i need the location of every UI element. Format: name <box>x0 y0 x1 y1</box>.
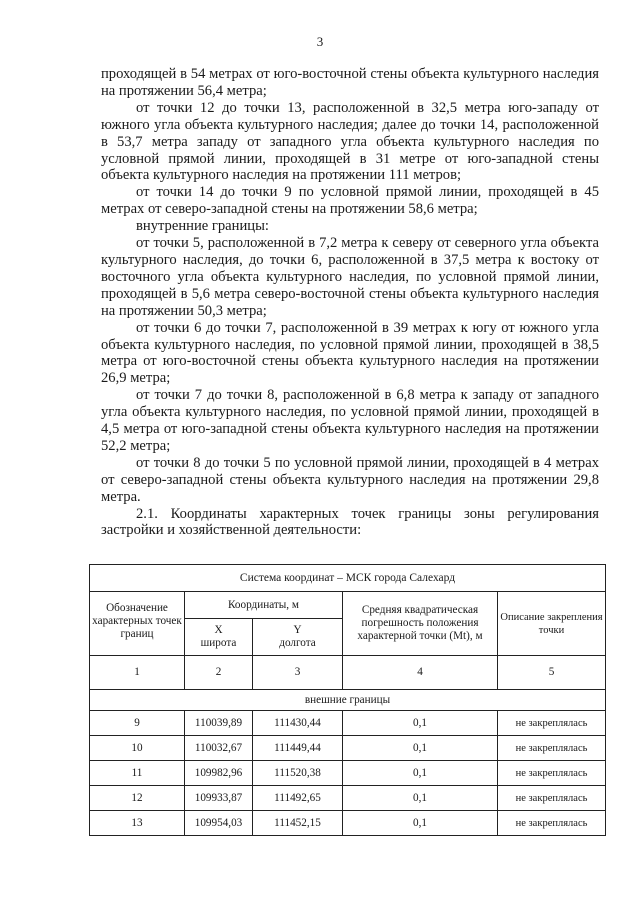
header-description: Описание закрепления точки <box>498 592 606 656</box>
header-y <box>253 619 343 656</box>
table-row <box>90 761 606 786</box>
header-designation: Обозначение характерных точек границ <box>90 592 185 656</box>
section-label: внешние границы <box>90 690 606 711</box>
paragraph: от точки 14 до точки 9 по условной прямой линии, проходящей в 45 метрах от северо-западной стены на протяжении 58,6 метра; <box>101 184 599 218</box>
header-y-label: Y <box>293 624 302 636</box>
column-number: 4 <box>343 656 498 690</box>
table-row <box>90 786 606 811</box>
mt-value: 0,1 <box>343 761 498 786</box>
mt-value: 0,1 <box>343 811 498 836</box>
description-value: не закреплялась <box>498 811 606 836</box>
description-value: не закреплялась <box>498 786 606 811</box>
paragraph: от точки 6 до точки 7, расположенной в 39 метрах к югу от южного угла объекта культурного наследия, по условной прямой линии, проходящей в 38,5 метра от юго-восточной стены объекта культурного наследия на протяжении 26,9 метра; <box>101 319 599 387</box>
table-row <box>90 811 606 836</box>
description-value: не закреплялась <box>498 711 606 736</box>
header-x-label: X <box>214 624 223 636</box>
paragraph: проходящей в 54 метрах от юго-восточной стены объекта культурного наследия на протяжении 56,4 метра; <box>101 66 599 99</box>
header-error: Средняя квадратическая погрешность положения характерной точки (Mt), м <box>343 592 498 656</box>
paragraph: от точки 5, расположенной в 7,2 метра к северу от северного угла объекта культурного наследия, до точки 6, расположенной в 37,5 метра к востоку от восточного угла объекта культурного наследия, по условной прямой линии, проходящей в 5,6 метра северо-восточной стены объекта культурного наследия на протяжении 50,3 метра; <box>101 235 599 319</box>
coordinates-table <box>89 564 606 836</box>
header-coordinates: Координаты, м <box>185 592 343 619</box>
header-y-sub: долгота <box>279 637 316 649</box>
point-id: 12 <box>90 786 185 811</box>
mt-value: 0,1 <box>343 711 498 736</box>
page-number: 3 <box>316 34 324 49</box>
mt-value: 0,1 <box>343 736 498 761</box>
y-value: 111430,44 <box>253 711 343 736</box>
x-value: 110039,89 <box>185 711 253 736</box>
column-number: 1 <box>90 656 185 690</box>
coordinate-system-title: Система координат – МСК города Салехард <box>90 565 606 592</box>
y-value: 111449,44 <box>253 736 343 761</box>
header-x <box>185 619 253 656</box>
y-value: 111492,65 <box>253 786 343 811</box>
paragraph: от точки 7 до точки 8, расположенной в 6,8 метра к западу от западного угла объекта культурного наследия, по условной прямой линии, проходящей в 4,5 метра от юго-западной стены объекта культурного наследия на протяжении 52,2 метра; <box>101 387 599 454</box>
document-body <box>101 66 599 539</box>
point-id: 13 <box>90 811 185 836</box>
table-row <box>90 711 606 736</box>
column-number: 2 <box>185 656 253 690</box>
point-id: 11 <box>90 761 185 786</box>
point-id: 9 <box>90 711 185 736</box>
table-row <box>90 736 606 761</box>
header-x-sub: широта <box>200 637 237 649</box>
paragraph: внутренние границы: <box>136 218 269 235</box>
x-value: 109933,87 <box>185 786 253 811</box>
column-number: 3 <box>253 656 343 690</box>
y-value: 111452,15 <box>253 811 343 836</box>
point-id: 10 <box>90 736 185 761</box>
x-value: 109982,96 <box>185 761 253 786</box>
section-heading: 2.1. Координаты характерных точек границы зоны регулирования застройки и хозяйственной деятельности: <box>101 505 599 539</box>
paragraph: от точки 12 до точки 13, расположенной в 32,5 метра юго-западу от южного угла объекта культурного наследия; далее до точки 14, расположенной в 53,7 метра западу от западного угла объекта культурного наследия по условной прямой линии, проходящей в 31 метре от юго-западной стены объекта культурного наследия на протяжении 111 метров; <box>101 99 599 184</box>
mt-value: 0,1 <box>343 786 498 811</box>
x-value: 110032,67 <box>185 736 253 761</box>
description-value: не закреплялась <box>498 761 606 786</box>
paragraph: от точки 8 до точки 5 по условной прямой линии, проходящей в 4 метрах от северо-западной стены объекта культурного наследия на протяжении 29,8 метра. <box>101 454 599 505</box>
description-value: не закреплялась <box>498 736 606 761</box>
y-value: 111520,38 <box>253 761 343 786</box>
column-number: 5 <box>498 656 606 690</box>
x-value: 109954,03 <box>185 811 253 836</box>
